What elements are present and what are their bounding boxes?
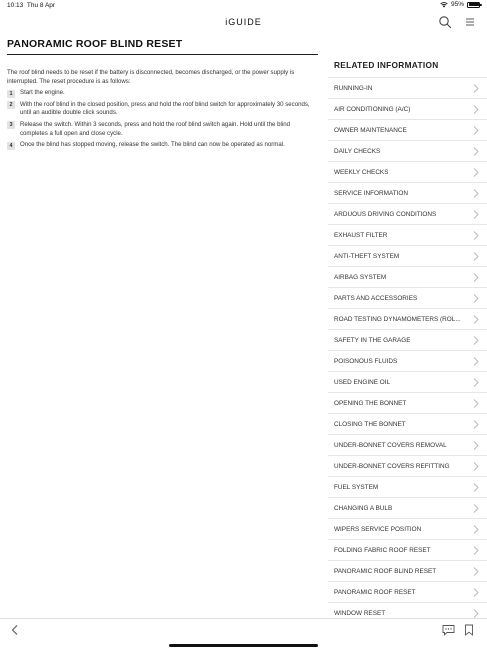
chevron-right-icon <box>473 126 479 135</box>
related-item-label: AIR CONDITIONING (A/C) <box>334 106 411 113</box>
related-list-item[interactable] <box>328 120 487 141</box>
related-list-item[interactable] <box>328 582 487 603</box>
step-item <box>7 101 318 118</box>
related-item-label: POISONOUS FLUIDS <box>334 358 398 365</box>
chevron-right-icon <box>473 315 479 324</box>
related-item-label: RUNNING-IN <box>334 85 373 92</box>
chevron-right-icon <box>473 168 479 177</box>
app-title: iGUIDE <box>225 17 262 27</box>
page-title: PANORAMIC ROOF BLIND RESET <box>7 38 318 55</box>
related-item-label: FUEL SYSTEM <box>334 484 379 491</box>
step-text: Release the switch. Within 3 seconds, press and hold the roof blind switch again. Hold until the blind completes a full open and close cycle. <box>20 120 290 137</box>
related-list-item[interactable] <box>328 393 487 414</box>
related-item-label: UNDER-BONNET COVERS REMOVAL <box>334 442 447 449</box>
related-list-item[interactable] <box>328 372 487 393</box>
related-list-item[interactable] <box>328 225 487 246</box>
related-list-item[interactable] <box>328 477 487 498</box>
related-item-label: ANTI-THEFT SYSTEM <box>334 253 400 260</box>
chevron-right-icon <box>473 588 479 597</box>
related-item-label: OWNER MAINTENANCE <box>334 127 407 134</box>
bottom-toolbar <box>0 618 487 650</box>
related-item-label: PARTS AND ACCESSORIES <box>334 295 418 302</box>
related-information-panel <box>328 52 487 620</box>
step-text: Once the blind has stopped moving, release the switch. The blind can now be operated as normal. <box>20 141 285 149</box>
battery-percent: 95% <box>450 1 464 8</box>
chat-icon[interactable] <box>442 624 455 636</box>
related-list-item[interactable] <box>328 246 487 267</box>
status-date: Thu 8 Apr <box>26 2 56 9</box>
chevron-right-icon <box>473 504 479 513</box>
status-time-date <box>7 2 55 9</box>
related-item-label: CLOSING THE BONNET <box>334 421 406 428</box>
status-indicators <box>440 1 480 8</box>
chevron-right-icon <box>473 567 479 576</box>
step-item <box>7 121 318 138</box>
related-list-item[interactable] <box>328 561 487 582</box>
steps-list <box>7 89 318 150</box>
step-number: 4 <box>7 142 15 150</box>
chevron-right-icon <box>473 252 479 261</box>
related-list-item[interactable] <box>328 162 487 183</box>
related-item-label: ARDUOUS DRIVING CONDITIONS <box>334 211 437 218</box>
related-item-label: WIPERS SERVICE POSITION <box>334 526 422 533</box>
related-list-item[interactable] <box>328 99 487 120</box>
related-item-label: CHANGING A BULB <box>334 505 393 512</box>
related-item-label: ROAD TESTING DYNAMOMETERS (ROL... <box>334 316 461 323</box>
status-time: 10:13 <box>7 2 24 9</box>
home-indicator <box>169 644 318 647</box>
related-list-item[interactable] <box>328 435 487 456</box>
article <box>7 38 318 153</box>
chevron-right-icon <box>473 147 479 156</box>
chevron-right-icon <box>473 273 479 282</box>
bookmark-icon[interactable] <box>464 624 474 636</box>
chevron-right-icon <box>473 399 479 408</box>
related-list-item[interactable] <box>328 183 487 204</box>
search-icon[interactable] <box>438 15 452 29</box>
step-number: 1 <box>7 90 15 98</box>
step-text: With the roof blind in the closed position, press and hold the roof blind switch for approximately 30 seconds, until an audible double click sounds. <box>20 100 310 117</box>
step-number: 2 <box>7 101 15 109</box>
chevron-right-icon <box>473 357 479 366</box>
related-list-item[interactable] <box>328 78 487 99</box>
related-item-label: PANORAMIC ROOF RESET <box>334 589 416 596</box>
related-information-title: RELATED INFORMATION <box>328 52 487 78</box>
related-list-item[interactable] <box>328 204 487 225</box>
related-item-label: UNDER-BONNET COVERS REFITTING <box>334 463 450 470</box>
related-list-item[interactable] <box>328 456 487 477</box>
related-list <box>328 78 487 620</box>
step-item <box>7 89 318 98</box>
chevron-right-icon <box>473 189 479 198</box>
related-item-label: DAILY CHECKS <box>334 148 381 155</box>
related-list-item[interactable] <box>328 267 487 288</box>
menu-icon[interactable] <box>463 15 477 29</box>
chevron-right-icon <box>473 378 479 387</box>
related-list-item[interactable] <box>328 288 487 309</box>
chevron-right-icon <box>473 462 479 471</box>
related-item-label: USED ENGINE OIL <box>334 379 391 386</box>
related-list-item[interactable] <box>328 309 487 330</box>
chevron-right-icon <box>473 294 479 303</box>
chevron-right-icon <box>473 525 479 534</box>
chevron-right-icon <box>473 336 479 345</box>
related-item-label: WINDOW RESET <box>334 610 386 617</box>
step-item <box>7 141 318 150</box>
related-item-label: AIRBAG SYSTEM <box>334 274 387 281</box>
related-list-item[interactable] <box>328 540 487 561</box>
chevron-right-icon <box>473 231 479 240</box>
related-item-label: WEEKLY CHECKS <box>334 169 389 176</box>
chevron-right-icon <box>473 210 479 219</box>
chevron-right-icon <box>473 420 479 429</box>
chevron-right-icon <box>473 441 479 450</box>
chevron-right-icon <box>473 609 479 618</box>
chevron-right-icon <box>473 105 479 114</box>
related-item-label: SAFETY IN THE GARAGE <box>334 337 411 344</box>
related-item-label: SERVICE INFORMATION <box>334 190 408 197</box>
related-item-label: FOLDING FABRIC ROOF RESET <box>334 547 431 554</box>
related-list-item[interactable] <box>328 330 487 351</box>
nav-bar <box>0 12 487 32</box>
related-list-item[interactable] <box>328 141 487 162</box>
related-list-item[interactable] <box>328 414 487 435</box>
back-chevron-icon[interactable] <box>9 624 21 636</box>
chevron-right-icon <box>473 84 479 93</box>
related-item-label: EXHAUST FILTER <box>334 232 388 239</box>
related-list-item[interactable] <box>328 519 487 540</box>
wifi-icon <box>440 2 448 8</box>
battery-icon <box>467 2 480 8</box>
related-list-item[interactable] <box>328 351 487 372</box>
related-item-label: OPENING THE BONNET <box>334 400 407 407</box>
chevron-right-icon <box>473 483 479 492</box>
status-bar <box>0 0 487 12</box>
related-item-label: PANORAMIC ROOF BLIND RESET <box>334 568 437 575</box>
article-intro: The roof blind needs to be reset if the battery is disconnected, becomes discharged, or the power supply is interrupted. The reset procedure is as follows: <box>7 69 295 85</box>
step-text: Start the engine. <box>20 89 65 97</box>
step-number: 3 <box>7 121 15 129</box>
chevron-right-icon <box>473 546 479 555</box>
related-list-item[interactable] <box>328 498 487 519</box>
